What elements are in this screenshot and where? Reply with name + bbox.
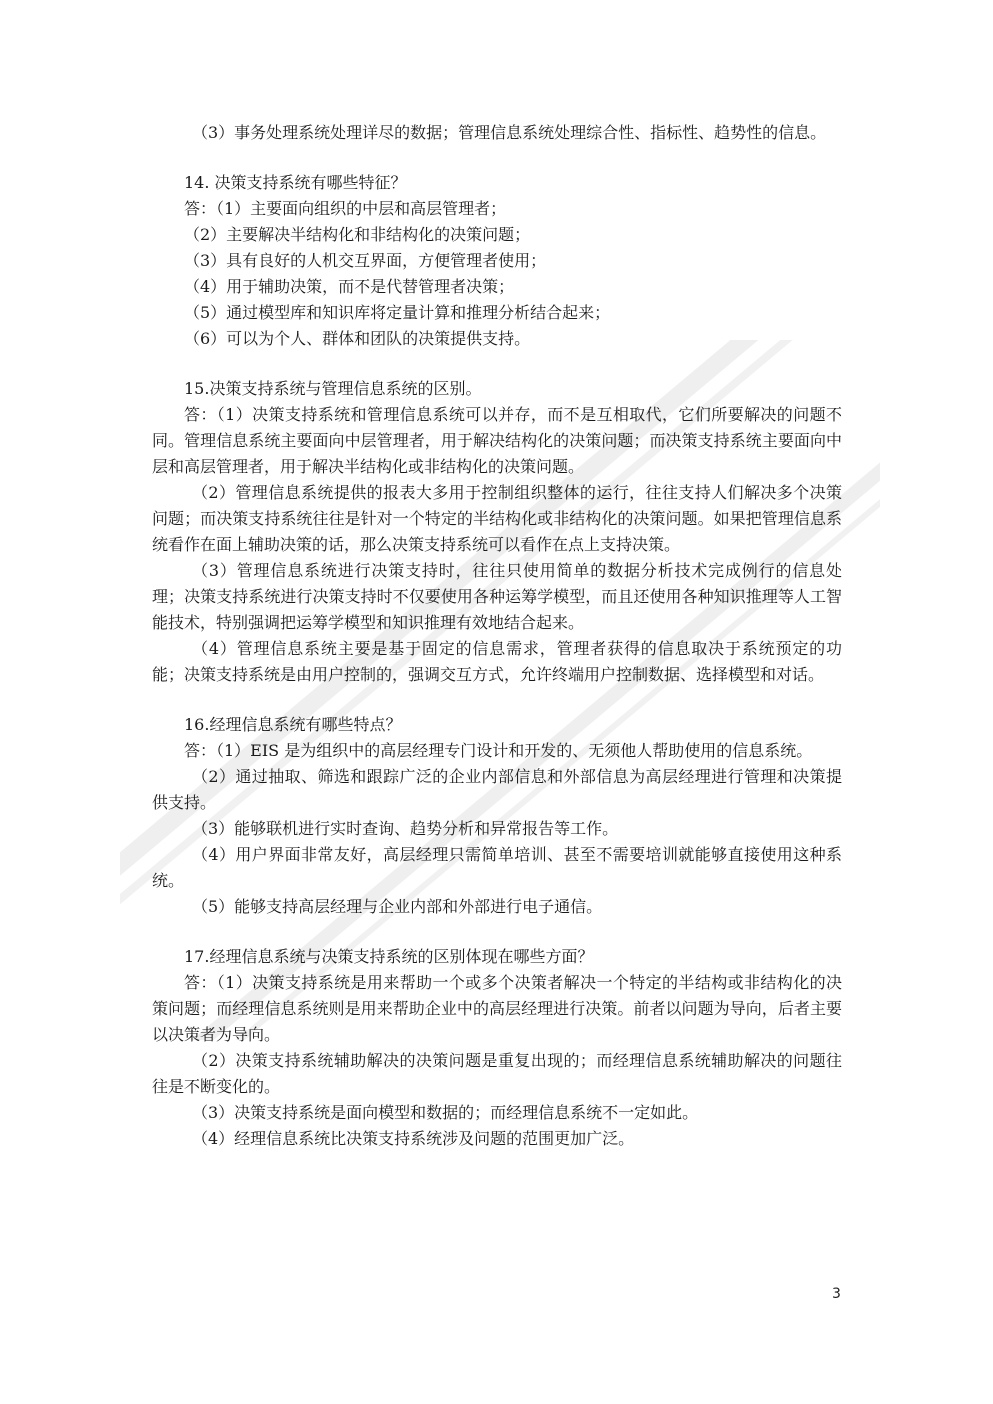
answer-line: 答：（1）主要面向组织的中层和高层管理者； <box>184 199 507 218</box>
page-number: 3 <box>832 1286 841 1302</box>
answer-paragraph: （3）管理信息系统进行决策支持时，往往只使用简单的数据分析技术完成例行的信息处理；决策支持系统进行决策支持时不仅要使用各种运筹学模型，而且还使用各种知识推理等人工智能技术，特别强调把运筹学模型和知识推理有效地结合起来。 <box>152 561 842 632</box>
answer-paragraph: （2）决策支持系统辅助解决的决策问题是重复出现的；而经理信息系统辅助解决的问题往往是不断变化的。 <box>152 1051 842 1096</box>
answer-paragraph: （4）经理信息系统比决策支持系统涉及问题的范围更加广泛。 <box>192 1129 635 1148</box>
answer-line: （4）用于辅助决策，而不是代替管理者决策； <box>184 277 515 296</box>
answer-paragraph: （4）管理信息系统主要是基于固定的信息需求，管理者获得的信息取决于系统预定的功能；决策支持系统是由用户控制的，强调交互方式，允许终端用户控制数据、选择模型和对话。 <box>152 639 842 684</box>
answer-paragraph: （5）能够支持高层经理与企业内部和外部进行电子通信。 <box>192 897 603 916</box>
answer-paragraph: （2）管理信息系统提供的报表大多用于控制组织整体的运行，往往支持人们解决多个决策问题；而决策支持系统往往是针对一个特定的半结构化或非结构化的决策问题。如果把管理信息系统看作在面上辅助决策的话，那么决策支持系统可以看作在点上支持决策。 <box>152 483 842 554</box>
question-heading-14: 14. 决策支持系统有哪些特征？ <box>184 173 407 192</box>
answer-line: （3）具有良好的人机交互界面，方便管理者使用； <box>184 251 547 270</box>
answer-paragraph: 答：（1）决策支持系统是用来帮助一个或多个决策者解决一个特定的半结构或非结构化的决策问题；而经理信息系统则是用来帮助企业中的高层经理进行决策。前者以问题为导向，后者主要以决策者为导向。 <box>152 973 842 1044</box>
document-body <box>152 120 842 1152</box>
answer-line: （5）通过模型库和知识库将定量计算和推理分析结合起来； <box>184 303 611 322</box>
answer-paragraph: （3）决策支持系统是面向模型和数据的；而经理信息系统不一定如此。 <box>192 1103 699 1122</box>
answer-paragraph: （2）通过抽取、筛选和跟踪广泛的企业内部信息和外部信息为高层经理进行管理和决策提供支持。 <box>152 767 842 812</box>
question-heading-16: 16.经理信息系统有哪些特点？ <box>184 715 402 734</box>
answer-paragraph: （4）用户界面非常友好，高层经理只需简单培训、甚至不需要培训就能够直接使用这种系统。 <box>152 845 842 890</box>
answer-paragraph: 答：（1）决策支持系统和管理信息系统可以并存，而不是互相取代，它们所要解决的问题不同。管理信息系统主要面向中层管理者，用于解决结构化的决策问题；而决策支持系统主要面向中层和高层管理者，用于解决半结构化或非结构化的决策问题。 <box>152 405 842 476</box>
answer-paragraph: （3）能够联机进行实时查询、趋势分析和异常报告等工作。 <box>192 819 619 838</box>
question-heading-17: 17.经理信息系统与决策支持系统的区别体现在哪些方面？ <box>184 947 594 966</box>
answer-line: （2）主要解决半结构化和非结构化的决策问题； <box>184 225 531 244</box>
question-heading-15: 15.决策支持系统与管理信息系统的区别。 <box>184 379 482 398</box>
paragraph: （3）事务处理系统处理详尽的数据；管理信息系统处理综合性、指标性、趋势性的信息。 <box>192 123 827 142</box>
answer-line: （6）可以为个人、群体和团队的决策提供支持。 <box>184 329 531 348</box>
answer-paragraph: 答：（1）EIS 是为组织中的高层经理专门设计和开发的、无须他人帮助使用的信息系统。 <box>184 741 813 760</box>
